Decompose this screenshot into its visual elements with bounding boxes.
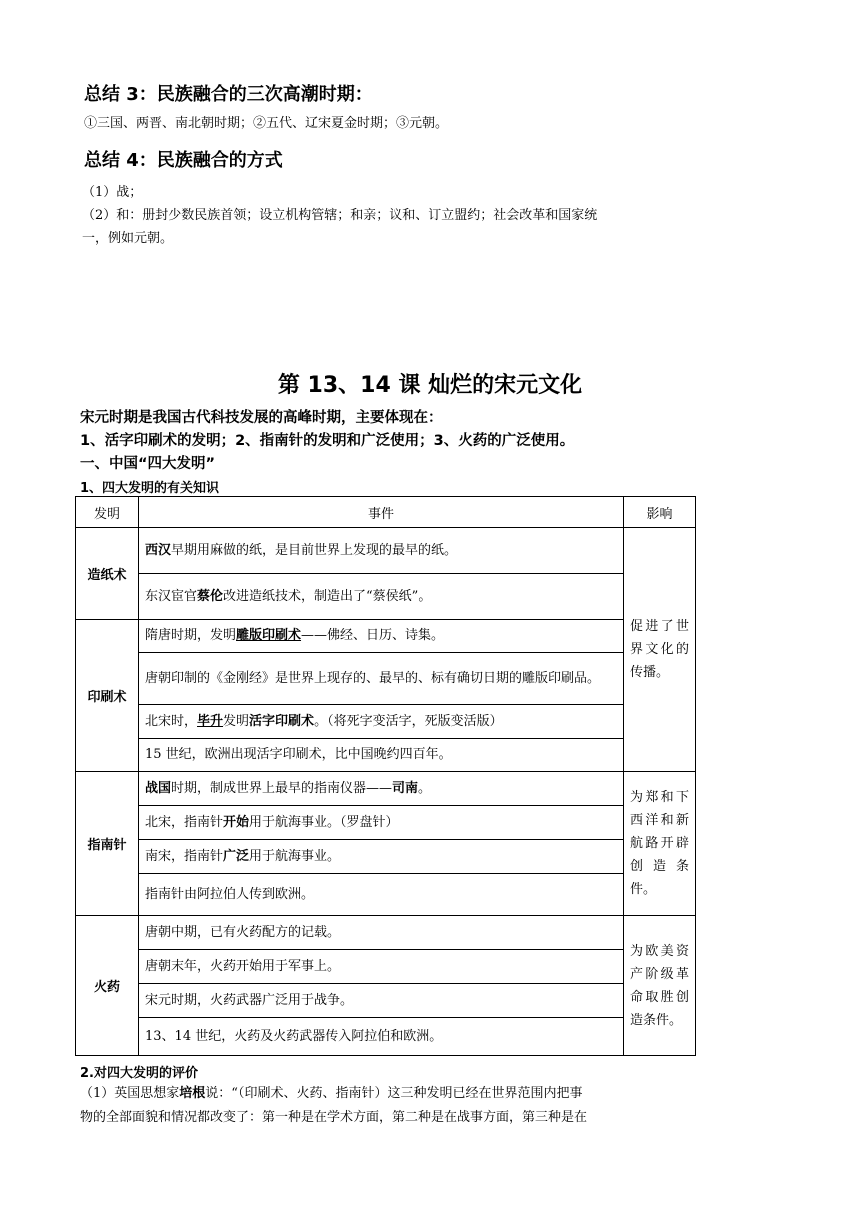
header-invention: 发明 <box>76 497 139 528</box>
event-cell: 西汉早期用麻做的纸，是目前世界上发现的最早的纸。 <box>139 528 624 574</box>
table-row <box>76 840 696 874</box>
table-row <box>76 739 696 772</box>
event-cell: 北宋时，毕升发明活字印刷术。（将死字变活字，死版变活版） <box>139 705 624 739</box>
section-heading: 一、中国“四大发明” <box>80 456 216 472</box>
event-cell: 指南针由阿拉伯人传到欧洲。 <box>139 874 624 916</box>
table-row <box>76 528 696 574</box>
summary4-line1: （1）战； <box>82 185 143 200</box>
header-event: 事件 <box>139 497 624 528</box>
event-cell: 13、14 世纪，火药及火药武器传入阿拉伯和欧洲。 <box>139 1018 624 1056</box>
table-header-row <box>76 497 696 528</box>
category-gunpowder: 火药 <box>76 916 139 1056</box>
lesson-intro2: 1、活字印刷术的发明；2、指南针的发明和广泛使用；3、火药的广泛使用。 <box>80 433 575 449</box>
summary3-heading: 总结 3：民族融合的三次高潮时期： <box>84 84 373 105</box>
impact-navigation: 为郑和下西洋和新航路开辟创造条件。 <box>624 772 696 916</box>
event-cell: 唐朝末年，火药开始用于军事上。 <box>139 950 624 984</box>
category-printing: 印刷术 <box>76 620 139 772</box>
summary4-line2: （2）和：册封少数民族首领；设立机构管辖；和亲；议和、订立盟约；社会改革和国家统 <box>82 208 598 223</box>
event-cell: 唐朝中期，已有火药配方的记载。 <box>139 916 624 950</box>
event-cell: 东汉宦官蔡伦改进造纸技术，制造出了“蔡侯纸”。 <box>139 574 624 620</box>
header-impact: 影响 <box>624 497 696 528</box>
summary4-line3: 一，例如元朝。 <box>82 231 174 246</box>
category-compass: 指南针 <box>76 772 139 916</box>
table-row <box>76 806 696 840</box>
table-row <box>76 916 696 950</box>
impact-revolution: 为欧美资产阶级革命取胜创造条件。 <box>624 916 696 1056</box>
table-row <box>76 950 696 984</box>
event-cell: 唐朝印制的《金刚经》是世界上现存的、最早的、标有确切日期的雕版印刷品。 <box>139 653 624 705</box>
table-row <box>76 705 696 739</box>
table-row <box>76 772 696 806</box>
impact-culture: 促进了世界文化的传播。 <box>624 528 696 772</box>
table-row <box>76 874 696 916</box>
summary4-heading: 总结 4：民族融合的方式 <box>84 150 283 171</box>
event-cell: 宋元时期，火药武器广泛用于战争。 <box>139 984 624 1018</box>
lesson-intro1: 宋元时期是我国古代科技发展的高峰时期，主要体现在： <box>80 410 443 426</box>
event-cell: 北宋，指南针开始用于航海事业。（罗盘针） <box>139 806 624 840</box>
event-cell: 隋唐时期，发明雕版印刷术——佛经、日历、诗集。 <box>139 620 624 653</box>
evaluation-heading: 2.对四大发明的评价 <box>80 1066 198 1081</box>
evaluation-line1: （1）英国思想家培根说：“（印刷术、火药、指南针）这三种发明已经在世界范围内把事 <box>80 1086 583 1101</box>
table-row <box>76 1018 696 1056</box>
event-cell: 南宋，指南针广泛用于航海事业。 <box>139 840 624 874</box>
summary3-text: ①三国、两晋、南北朝时期；②五代、辽宋夏金时期；③元朝。 <box>84 116 449 131</box>
event-cell: 15 世纪，欧洲出现活字印刷术，比中国晚约四百年。 <box>139 739 624 772</box>
table-row <box>76 984 696 1018</box>
lesson-title: 第 13、14 课 灿烂的宋元文化 <box>277 373 583 398</box>
table-row <box>76 620 696 653</box>
category-paper: 造纸术 <box>76 528 139 620</box>
table-row <box>76 653 696 705</box>
table-row <box>76 574 696 620</box>
inventions-table <box>75 496 696 1056</box>
event-cell: 战国时期，制成世界上最早的指南仪器——司南。 <box>139 772 624 806</box>
sub-heading: 1、四大发明的有关知识 <box>80 481 220 496</box>
evaluation-line2: 物的全部面貌和情况都改变了：第一种是在学术方面，第二种是在战事方面，第三种是在 <box>80 1110 588 1125</box>
